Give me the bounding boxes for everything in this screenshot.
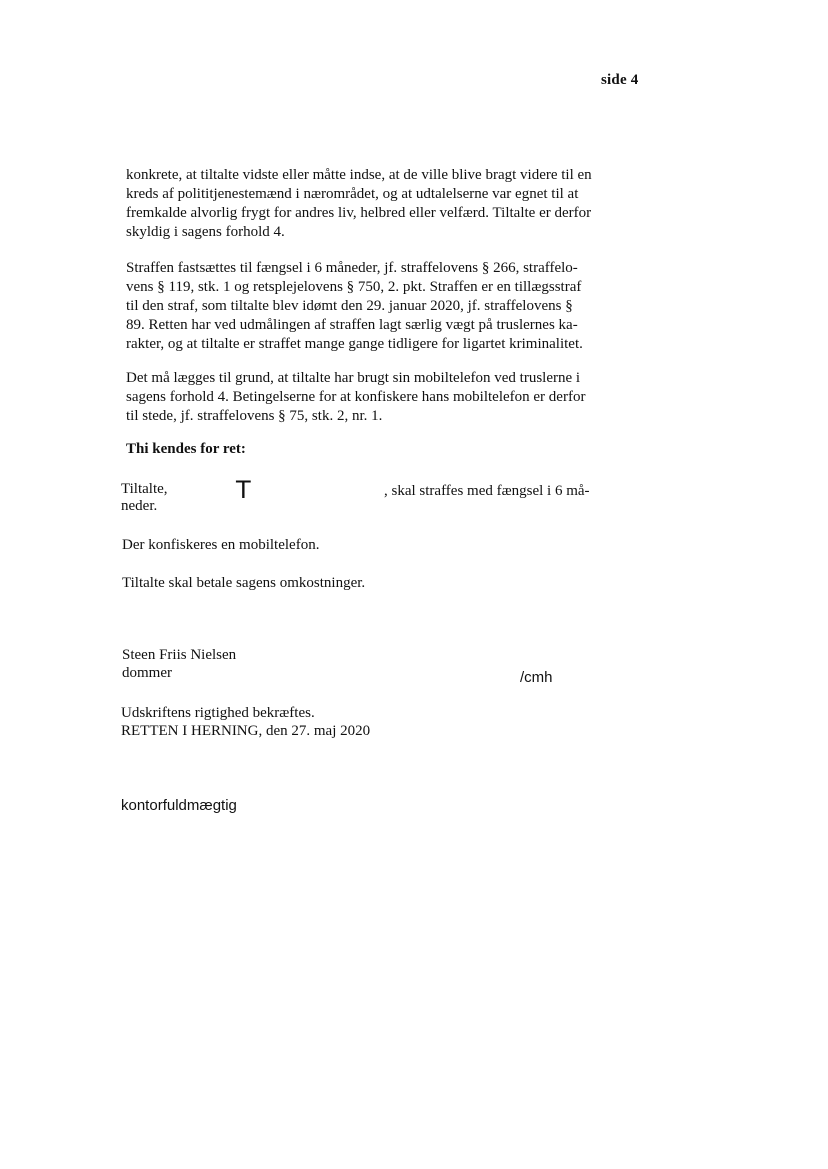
verdict-sentence-continuation: neder. <box>121 498 158 514</box>
text-line: skyldig i sagens forhold 4. <box>126 224 285 240</box>
verdict-sentence-text: , skal straffes med fængsel i 6 må- <box>384 483 590 499</box>
text-line: fremkalde alvorlig frygt for andres liv, helbred eller velfærd. Tiltalte er derfor <box>126 205 592 221</box>
office-title: kontorfuldmægtig <box>121 797 237 814</box>
judge-name: Steen Friis Nielsen <box>122 647 237 663</box>
text-line: konkrete, at tiltalte vidste eller måtte indse, at de ville blive bragt videre til en <box>126 167 592 183</box>
clerk-initials: /cmh <box>520 669 553 686</box>
verdict-defendant-label: Tiltalte, <box>121 481 168 497</box>
paragraph-sentencing <box>126 259 604 354</box>
verdict-heading: Thi kendes for ret: <box>126 441 246 457</box>
verdict-confiscation: Der konfiskeres en mobiltelefon. <box>122 537 320 553</box>
judge-title: dommer <box>122 665 172 681</box>
paragraph-guilt-finding <box>126 166 604 242</box>
text-line: til den straf, som tiltalte blev idømt den 29. januar 2020, jf. straffelovens § <box>126 298 573 314</box>
text-line: rakter, og at tiltalte er straffet mange gange tidligere for ligartet kriminalitet. <box>126 336 583 352</box>
text-line: kreds af polititjenestemænd i nærområdet, og at udtalelserne var egnet til at <box>126 186 579 202</box>
paragraph-confiscation <box>126 369 604 426</box>
text-line: 89. Retten har ved udmålingen af straffen lagt særlig vægt på truslernes ka- <box>126 317 578 333</box>
text-line: vens § 119, stk. 1 og retsplejelovens § 750, 2. pkt. Straffen er en tillægsstraf <box>126 279 582 295</box>
certification-text: Udskriftens rigtighed bekræftes. <box>121 705 315 721</box>
verdict-costs: Tiltalte skal betale sagens omkostninger. <box>122 575 366 591</box>
redacted-name-mark: T <box>236 476 251 504</box>
page-number: side 4 <box>601 72 639 88</box>
text-line: Det må lægges til grund, at tiltalte har brugt sin mobiltelefon ved truslerne i <box>126 370 581 386</box>
text-line: Straffen fastsættes til fængsel i 6 måneder, jf. straffelovens § 266, straffelo- <box>126 260 578 276</box>
court-and-date: RETTEN I HERNING, den 27. maj 2020 <box>121 723 371 739</box>
text-line: sagens forhold 4. Betingelserne for at konfiskere hans mobiltelefon er derfor <box>126 389 586 405</box>
text-line: til stede, jf. straffelovens § 75, stk. 2, nr. 1. <box>126 408 383 424</box>
